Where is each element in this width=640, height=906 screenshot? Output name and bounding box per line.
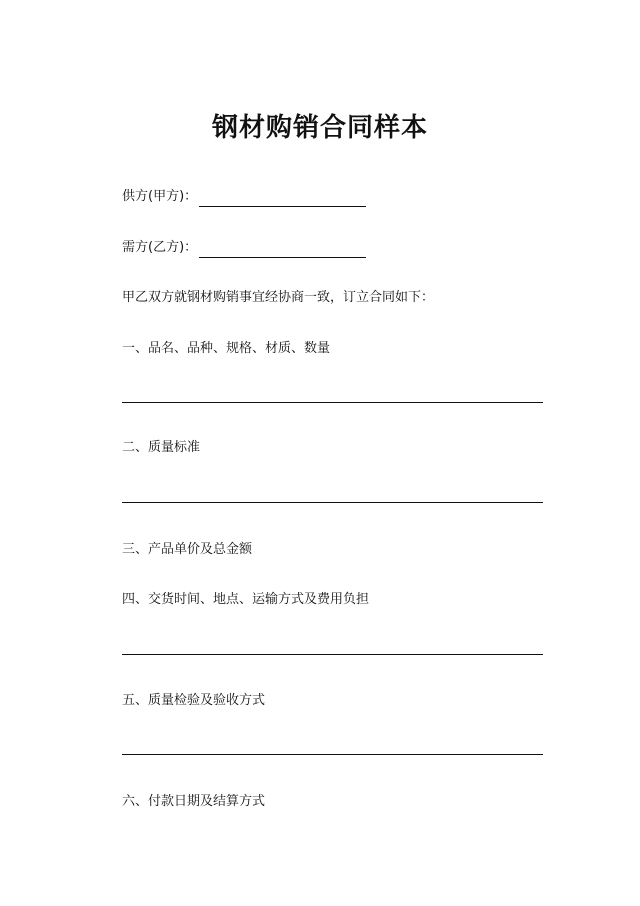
buyer-label: 需方(乙方)：: [122, 240, 198, 255]
section-fill-line[interactable]: [122, 754, 543, 755]
supplier-party-line: [122, 187, 366, 207]
contract-intro: 甲乙双方就钢材购销事宜经协商一致，订立合同如下：: [122, 290, 435, 305]
section-heading: 一、品名、品种、规格、材质、数量: [122, 341, 331, 356]
section-heading: 五、质量检验及验收方式: [122, 693, 266, 708]
buyer-party-line: [122, 238, 366, 258]
buyer-blank[interactable]: [199, 243, 366, 258]
section-heading: 二、质量标准: [122, 440, 201, 455]
section-fill-line[interactable]: [122, 502, 543, 503]
section-heading: 六、付款日期及结算方式: [122, 794, 266, 809]
section-heading: 三、产品单价及总金额: [122, 542, 253, 557]
section-heading: 四、交货时间、地点、运输方式及费用负担: [122, 592, 370, 607]
document-title: 钢材购销合同样本: [211, 113, 428, 143]
supplier-label: 供方(甲方)：: [122, 189, 198, 204]
section-fill-line[interactable]: [122, 402, 543, 403]
supplier-blank[interactable]: [199, 192, 366, 207]
section-fill-line[interactable]: [122, 654, 543, 655]
